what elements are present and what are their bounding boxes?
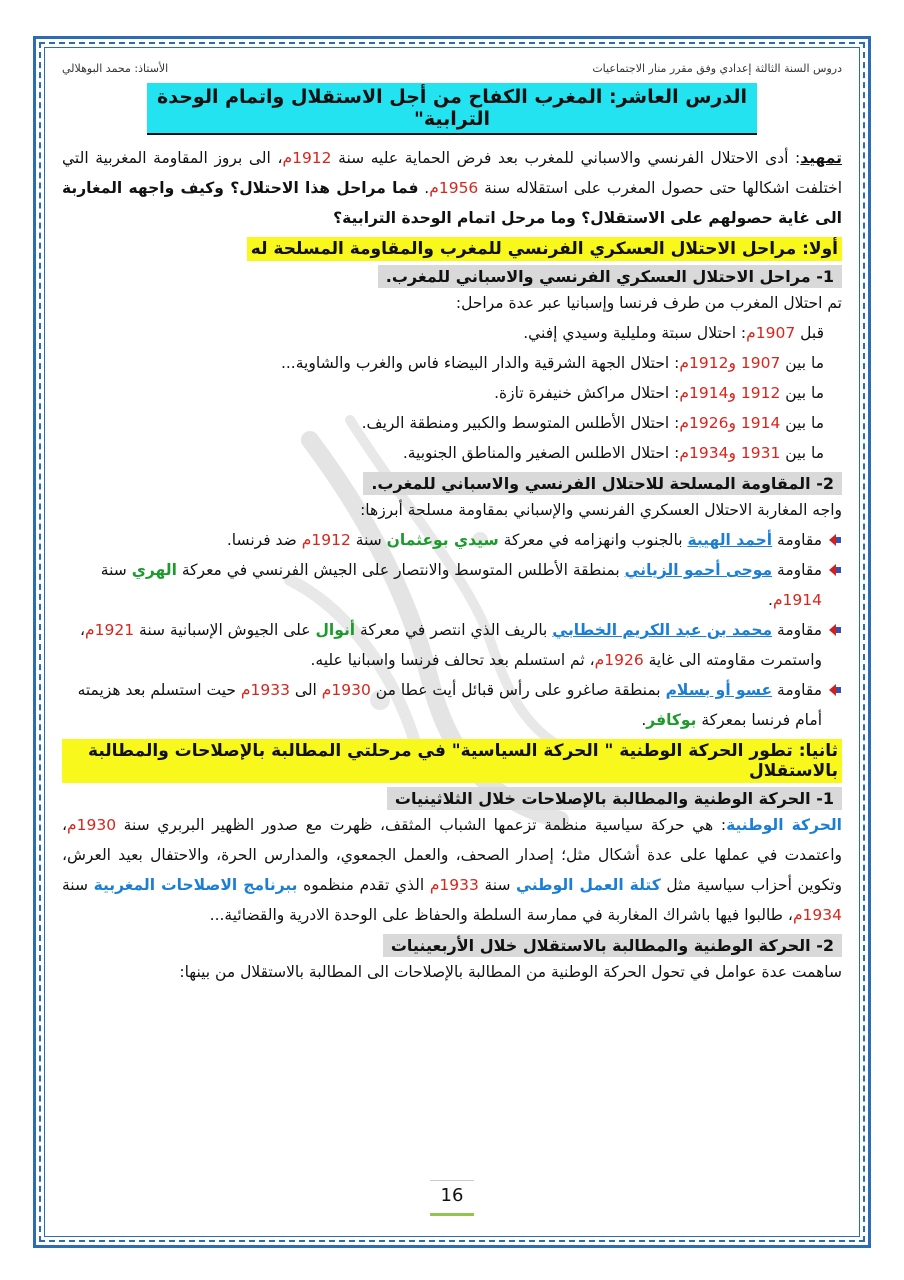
resistance-bullet: مقاومة أحمد الهيبة بالجنوب وانهزامه في معركة سيدي بوعثمان سنة 1912م ضد فرنسا.: [62, 525, 842, 555]
arrow-bullet-icon: [828, 683, 842, 697]
intro-question: فما مراحل هذا الاحتلال؟ وكيف واجهه المغاربة الى غاية حصولهم على الاستقلال؟ وما مرحل اتمام الوحدة الترابية؟: [62, 179, 842, 227]
intro-text-2: ، الى بروز المقاومة المغربية التي اختلفت اشكالها حتى حصول المغرب على استقلاله سنة: [62, 149, 843, 197]
intro-paragraph: [62, 143, 842, 233]
resistance-bullet: مقاومة محمد بن عبد الكريم الخطابي بالريف الذي انتصر في معركة أنوال على الجيوش الإسبانية سنة 1921م، واستمرت مقاومته الى غاية 1926م، ثم استسلم بعد تحالف فرنسا واسبانيا عليه.: [62, 615, 842, 675]
list-item: ما بين 1907 و1912م: احتلال الجهة الشرقية والدار البيضاء فاس والغرب والشاوية...: [280, 354, 824, 372]
header-course: دروس السنة الثالثة إعدادي وفق مقرر منار الاجتماعيات: [592, 62, 842, 75]
section2-title: ثانيا: تطور الحركة الوطنية " الحركة السياسية" في مرحلتي المطالبة بالإصلاحات والمطالبة بالاستقلال: [62, 739, 842, 783]
arrow-bullet-icon: [828, 623, 842, 637]
section1-sub1-lead: تم احتلال المغرب من طرف فرنسا وإسبانيا عبر عدة مراحل:: [455, 294, 842, 312]
section2-sub2-title: 2- الحركة الوطنية والمطالبة بالاستقلال خلال الأربعينيات: [383, 934, 842, 957]
intro-year-2: 1956م: [429, 179, 479, 197]
header-teacher: الأستاذ: محمد البوهلالي: [62, 62, 169, 75]
section2-sub1-title: 1- الحركة الوطنية والمطالبة بالإصلاحات خلال الثلاثينيات: [387, 787, 842, 810]
arrow-bullet-icon: [828, 533, 842, 547]
occupation-stages-list: [62, 318, 842, 468]
list-item: ما بين 1914 و1926م: احتلال الأطلس المتوسط والكبير ومنطقة الريف.: [361, 414, 824, 432]
section1-sub2-lead: واجه المغاربة الاحتلال العسكري الفرنسي والإسباني بمقاومة مسلحة أبرزها:: [360, 501, 842, 519]
page-header: [62, 62, 842, 75]
arrow-bullet-icon: [828, 563, 842, 577]
list-item: قبل 1907م: احتلال سبتة ومليلية وسيدي إفني.: [523, 324, 824, 342]
intro-year-1: 1912م: [282, 149, 332, 167]
list-item: ما بين 1912 و1914م: احتلال مراكش خنيفرة تازة.: [494, 384, 824, 402]
intro-text-3: .: [418, 179, 430, 197]
page-number: 16: [430, 1180, 474, 1216]
resistance-bullet: مقاومة عسو أو بسلام بمنطقة صاغرو على رأس قبائل أيت عطا من 1930م الى 1933م حيت استسلم بعد هزيمته أمام فرنسا بمعركة بوكافر.: [62, 675, 842, 735]
lesson-title: الدرس العاشر: المغرب الكفاح من أجل الاستقلال واتمام الوحدة الترابية": [147, 83, 757, 135]
national-movement-paragraph: الحركة الوطنية: هي حركة سياسية منظمة تزعمها الشباب المثقف، ظهرت مع صدور الظهير البربري سنة 1930م، واعتمدت في عملها على عدة أشكال مثل؛ إصدار الصحف، والعمل الجمعوي، والمدارس الحرة، والاحتفال بعيد العرش، وتكوين أحزاب سياسية مثل كتلة العمل الوطني سنة 1933م الذي تقدم منظموه ببرنامج الاصلاحات المغربية سنة 1934م، طالبوا فيها باشراك المغاربة في ممارسة السلطة والحفاظ على الوحدة الادرية والقضائية...: [62, 816, 842, 924]
section2-sub2-lead: ساهمت عدة عوامل في تحول الحركة الوطنية من المطالبة بالإصلاحات الى المطالبة بالاستقلال من بينها:: [179, 963, 842, 981]
resistance-bullet: مقاومة موحى أحمو الزياني بمنطقة الأطلس المتوسط والانتصار على الجيش الفرنسي في معركة الهري سنة 1914م.: [62, 555, 842, 615]
list-item: ما بين 1931 و1934م: احتلال الاطلس الصغير والمناطق الجنوبية.: [402, 444, 824, 462]
section1-title: أولا: مراحل الاحتلال العسكري الفرنسي للمغرب والمقاومة المسلحة له: [247, 237, 842, 261]
section1-sub1-title: 1- مراحل الاحتلال العسكري الفرنسي والاسباني للمغرب.: [378, 265, 842, 288]
intro-text-1: : أدى الاحتلال الفرنسي والاسباني للمغرب بعد فرض الحماية عليه سنة: [331, 149, 801, 167]
section1-sub2-title: 2- المقاومة المسلحة للاحتلال الفرنسي والاسباني للمغرب.: [363, 472, 842, 495]
page-content: [62, 58, 842, 1233]
intro-label: تمهيد: [800, 149, 842, 167]
